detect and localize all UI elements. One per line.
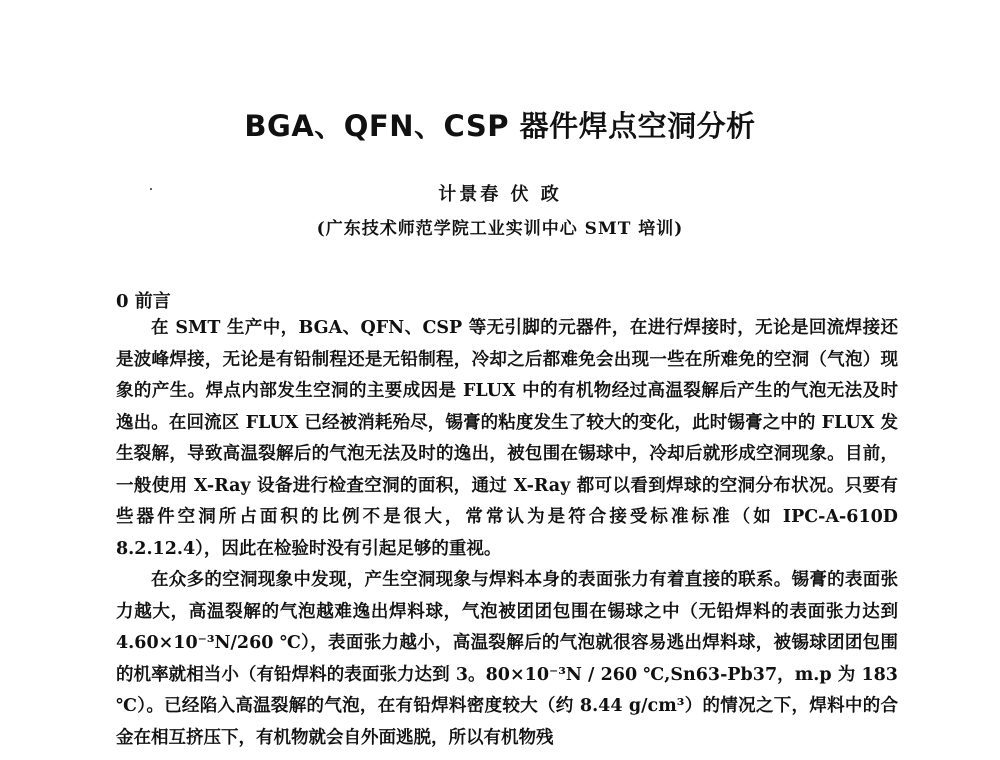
section-heading: 0 前言 — [116, 291, 171, 312]
paper-affiliation: (广东技术师范学院工业实训中心 SMT 培训) — [316, 219, 684, 239]
paper-authors: 计景春 伏 政 — [438, 184, 562, 205]
paper-title: BGA、QFN、CSP 器件焊点空洞分析 — [244, 109, 756, 143]
paragraph-2: 在众多的空洞现象中发现，产生空洞现象与焊料本身的表面张力有着直接的联系。锡膏的表面张力越大，高温裂解的气泡越难逸出焊料球，气泡被团团包围在锡球之中（无铅焊料的表面张力达到 4.60×10⁻³N/260 ℃），表面张力越小，高温裂解后的气泡就很容易逃出焊料球，被锡球团团包围的机率就相当小（有铅焊料的表面张力达到 3。80×10⁻³N / 260 ℃,Sn63-Pb37，m.p 为 183 ℃）。已经陷入高温裂解的气泡，在有铅焊料密度较大（约 8.44 g/cm³）的情况之下，焊料中的合金在相互挤压下，有机物就会自外面逃脱，所以有机物残 — [116, 570, 898, 748]
paragraph-1: 在 SMT 生产中，BGA、QFN、CSP 等无引脚的元器件，在进行焊接时，无论是回流焊接还是波峰焊接，无论是有铅制程还是无铅制程，冷却之后都难免会出现一些在所难免的空洞（气泡）现象的产生。焊点内部发生空洞的主要成因是 FLUX 中的有机物经过高温裂解后产生的气泡无法及时逸出。在回流区 FLUX 已经被消耗殆尽，锡膏的粘度发生了较大的变化，此时锡膏之中的 FLUX 发生裂解，导致高温裂解后的气泡无法及时的逸出，被包围在锡球中，冷却后就形成空洞现象。目前，一般使用 X-Ray 设备进行检查空洞的面积，通过 X-Ray 都可以看到焊球的空洞分布状况。只要有些器件空洞所占面积的比例不是很大，常常认为是符合接受标准标准（如 IPC-A-610D 8.2.12.4），因此在检验时没有引起足够的重视。 — [116, 318, 898, 559]
body-text — [116, 313, 898, 754]
